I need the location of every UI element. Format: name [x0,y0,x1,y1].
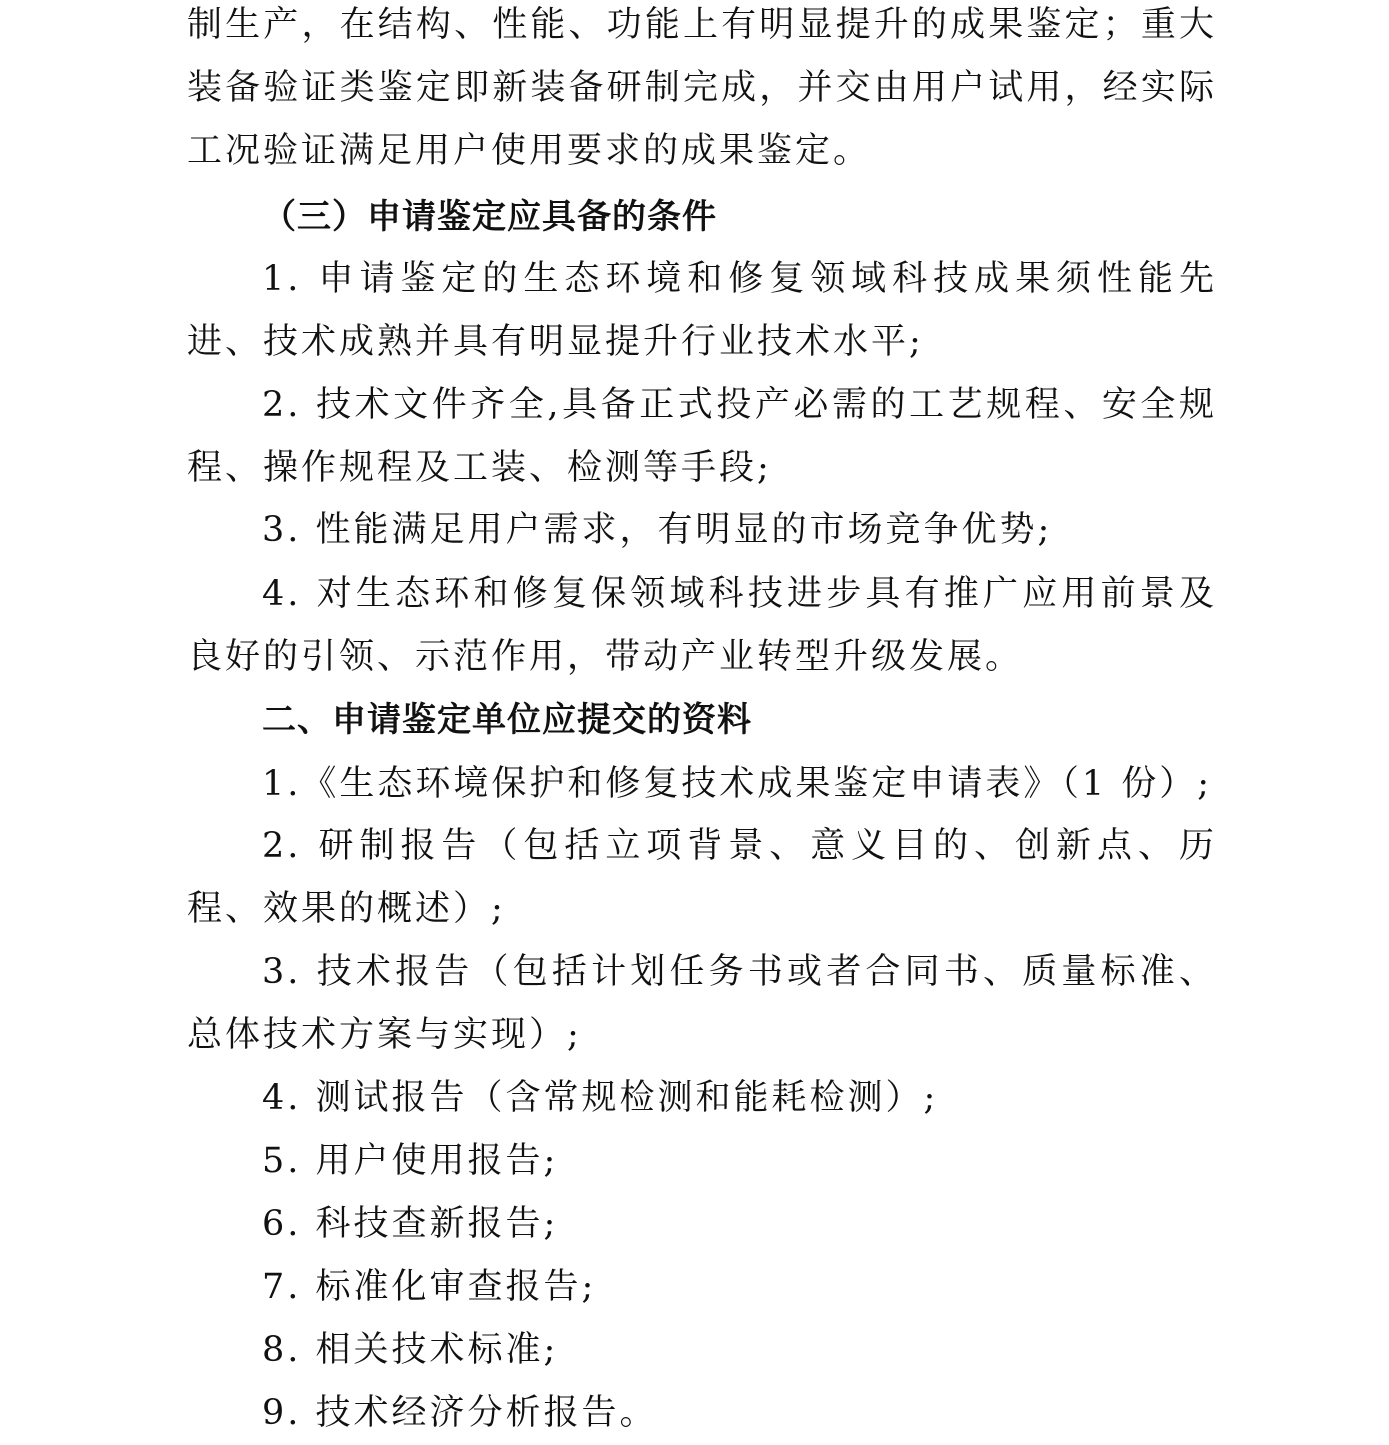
condition-item-2: 2. 技术文件齐全,具备正式投产必需的工艺规程、安全规程、操作规程及工装、检测等手段; [187,385,1217,488]
condition-item-4: 4. 对生态环和修复保领域科技进步具有推广应用前景及良好的引领、示范作用，带动产业转型升级发展。 [187,574,1217,677]
material-item-9: 9. 技术经济分析报告。 [262,1393,658,1433]
section-two-heading: 二、申请鉴定单位应提交的资料 [262,700,752,740]
condition-item-1: 1. 申请鉴定的生态环境和修复领域科技成果须性能先进、技术成熟并具有明显提升行业技术水平; [187,259,1217,362]
material-item-8: 8. 相关技术标准; [262,1330,559,1370]
material-item-1: 1.《生态环境保护和修复技术成果鉴定申请表》（1 份）; [262,764,1213,804]
section-three-heading: （三）申请鉴定应具备的条件 [262,197,717,237]
material-item-4: 4. 测试报告（含常规检测和能耗检测）; [262,1078,939,1118]
material-item-2: 2. 研制报告（包括立项背景、意义目的、创新点、历程、效果的概述）; [187,826,1217,929]
material-item-7: 7. 标准化审查报告; [262,1267,597,1307]
intro-paragraph: 制生产，在结构、性能、功能上有明显提升的成果鉴定；重大装备验证类鉴定即新装备研制完成，并交由用户试用，经实际工况验证满足用户使用要求的成果鉴定。 [187,5,1217,171]
material-item-6: 6. 科技查新报告; [262,1204,559,1244]
condition-item-3: 3. 性能满足用户需求，有明显的市场竞争优势; [262,510,1053,550]
material-item-5: 5. 用户使用报告; [262,1141,559,1181]
material-item-3: 3. 技术报告（包括计划任务书或者合同书、质量标准、总体技术方案与实现）; [187,952,1217,1055]
